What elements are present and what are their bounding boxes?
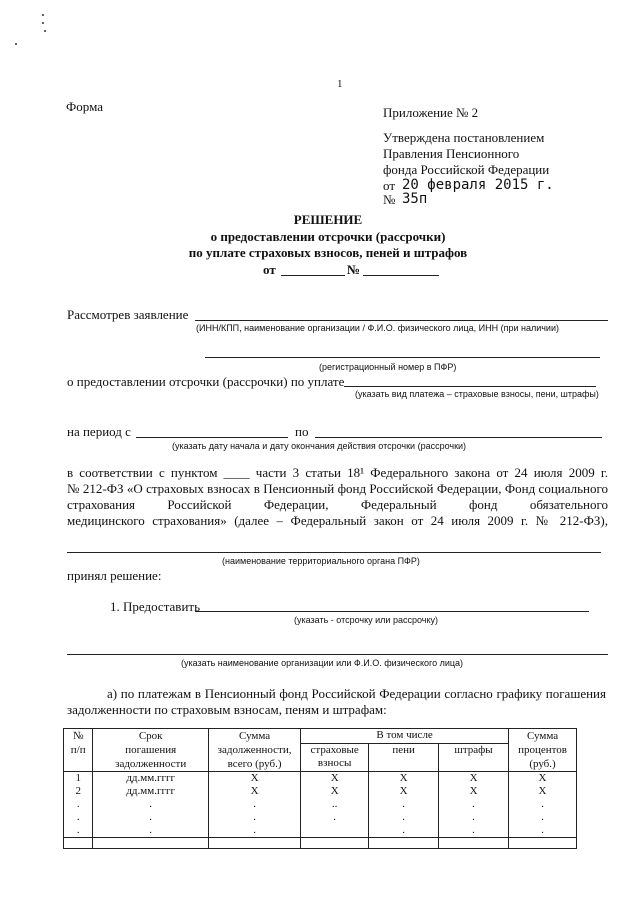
table-cell-term[interactable]: . <box>93 824 209 838</box>
table-cell-fine[interactable]: . <box>439 824 509 838</box>
payment-type-caption: (указать вид платежа – страховые взносы, пени, штрафы) <box>355 389 599 399</box>
table-cell-sum[interactable]: X <box>208 772 300 786</box>
payment-type-blank[interactable] <box>344 386 596 387</box>
col-header-insurance: страховые взносы <box>301 743 369 771</box>
grant-type-blank[interactable] <box>195 611 589 612</box>
approved-line: Утверждена постановлением <box>383 130 545 145</box>
scan-speck <box>44 30 46 32</box>
decision-subtitle: по уплате страховых взносов, пеней и штрафов <box>188 245 468 260</box>
repayment-schedule-table <box>63 728 577 849</box>
law-line: медицинского страхования» (далее – Федеральный закон от 24 июля 2009 г. № 212-ФЗ), <box>67 513 608 528</box>
scan-speck <box>42 22 44 24</box>
decision-number-label: № <box>347 262 361 277</box>
table-cell-ins[interactable]: X <box>301 772 369 786</box>
law-line: в соответствии с пунктом ____ части 3 статьи 18¹ Федерального закона от 24 июля 2009 г. <box>67 465 608 480</box>
table-cell-pct[interactable]: X <box>509 785 577 798</box>
table-cell-empty <box>439 838 509 849</box>
table-cell-n[interactable]: . <box>64 798 93 811</box>
col-header-penalties: пени <box>369 743 439 771</box>
approval-date: 20 февраля 2015 г. <box>402 177 554 193</box>
table-cell-pct[interactable]: X <box>509 772 577 786</box>
table-cell-pct[interactable]: . <box>509 798 577 811</box>
table-cell-term[interactable]: дд.мм.гггг <box>93 785 209 798</box>
table-cell-term[interactable]: . <box>93 798 209 811</box>
deferral-label: о предоставлении отсрочки (рассрочки) по уплате <box>67 374 345 389</box>
applicant-caption: (ИНН/КПП, наименование организации / Ф.И.О. физического лица, ИНН (при наличии) <box>196 323 559 333</box>
table-header-row <box>64 729 577 744</box>
law-line: страхования Российской Федерации, Федеральный фонд обязательного <box>67 497 608 512</box>
approval-date-prefix: от <box>383 178 396 193</box>
period-start-blank[interactable] <box>136 437 288 438</box>
table-cell-ins[interactable]: .. <box>301 798 369 811</box>
scan-speck <box>15 43 17 45</box>
period-end-blank[interactable] <box>315 437 602 438</box>
decision-date-blank[interactable] <box>281 275 345 276</box>
period-to-label: по <box>295 424 309 439</box>
approval-number: 35п <box>402 191 428 207</box>
page-number: 1 <box>337 78 343 90</box>
approved-line: Правления Пенсионного <box>383 146 520 161</box>
col-header-number: № п/п <box>64 729 93 772</box>
table-row <box>64 772 577 786</box>
table-cell-empty <box>509 838 577 849</box>
table-cell-pen[interactable]: X <box>369 785 439 798</box>
decision-title: РЕШЕНИЕ <box>293 212 363 227</box>
territorial-organ-blank[interactable] <box>67 552 601 553</box>
table-cell-fine[interactable]: . <box>439 811 509 824</box>
table-cell-empty <box>93 838 209 849</box>
table-cell-term[interactable]: . <box>93 811 209 824</box>
grant-type-caption: (указать - отсрочку или рассрочку) <box>294 615 439 625</box>
territorial-organ-caption: (наименование территориального органа ПФР) <box>222 556 420 566</box>
col-header-fines: штрафы <box>439 743 509 771</box>
table-cell-term[interactable]: дд.мм.гггг <box>93 772 209 786</box>
col-header-total: Сумма задолженности, всего (руб.) <box>208 729 300 772</box>
table-cell-n[interactable]: 1 <box>64 772 93 786</box>
approved-line: фонда Российской Федерации <box>383 162 550 177</box>
organization-caption: (указать наименование организации или Ф.И.О. физического лица) <box>181 658 464 668</box>
table-cell-ins[interactable]: . <box>301 811 369 824</box>
table-row-spacer <box>64 838 577 849</box>
col-header-including: В том числе <box>301 729 509 744</box>
table-cell-ins[interactable]: X <box>301 785 369 798</box>
decision-date-label: от <box>263 262 276 277</box>
table-cell-pen[interactable]: X <box>369 772 439 786</box>
table-cell-n[interactable]: . <box>64 811 93 824</box>
table-cell-empty <box>208 838 300 849</box>
grant-label: 1. Предоставить <box>110 599 201 614</box>
payments-line: а) по платежам в Пенсионный фонд Российской Федерации согласно графику погашения <box>107 686 606 701</box>
scan-speck <box>42 14 44 16</box>
table-cell-empty <box>301 838 369 849</box>
table-cell-n[interactable]: . <box>64 824 93 838</box>
table-cell-n[interactable]: 2 <box>64 785 93 798</box>
table-cell-fine[interactable]: X <box>439 772 509 786</box>
decision-number-blank[interactable] <box>363 275 439 276</box>
table-cell-ins[interactable] <box>301 824 369 838</box>
table-cell-sum[interactable]: . <box>208 824 300 838</box>
approval-number-prefix: № <box>383 192 396 207</box>
payments-line: задолженности по страховым взносам, пеням и штрафам: <box>67 702 387 717</box>
appendix-title: Приложение № 2 <box>383 105 479 120</box>
applicant-blank[interactable] <box>195 320 608 321</box>
table-row <box>64 824 577 838</box>
table-cell-fine[interactable]: X <box>439 785 509 798</box>
table-cell-pct[interactable]: . <box>509 811 577 824</box>
period-caption: (указать дату начала и дату окончания действия отсрочки (рассрочки) <box>172 441 467 451</box>
table-cell-pen[interactable]: . <box>369 798 439 811</box>
period-from-label: на период с <box>67 424 131 439</box>
table-row <box>64 785 577 798</box>
table-cell-pct[interactable]: . <box>509 824 577 838</box>
table-row <box>64 798 577 811</box>
table-cell-fine[interactable]: . <box>439 798 509 811</box>
decision-subtitle: о предоставлении отсрочки (рассрочки) <box>210 229 446 244</box>
reviewed-label: Рассмотрев заявление <box>67 307 189 322</box>
table-cell-pen[interactable]: . <box>369 811 439 824</box>
law-line: № 212-ФЗ «О страховых взносах в Пенсионный фонд Российской Федерации, Фонд социального <box>67 481 608 496</box>
reg-number-caption: (регистрационный номер в ПФР) <box>319 362 457 372</box>
col-header-interest: Сумма процентов (руб.) <box>509 729 577 772</box>
table-cell-sum[interactable]: . <box>208 798 300 811</box>
table-cell-sum[interactable]: . <box>208 811 300 824</box>
decided-label: принял решение: <box>67 568 162 583</box>
table-cell-empty <box>369 838 439 849</box>
reg-number-blank[interactable] <box>205 357 600 358</box>
table-cell-empty <box>64 838 93 849</box>
col-header-term: Срок погашения задолженности <box>93 729 209 772</box>
table-row <box>64 811 577 824</box>
table-cell-sum[interactable]: X <box>208 785 300 798</box>
organization-blank[interactable] <box>67 654 608 655</box>
form-label: Форма <box>66 99 103 114</box>
table-cell-pen[interactable]: . <box>369 824 439 838</box>
